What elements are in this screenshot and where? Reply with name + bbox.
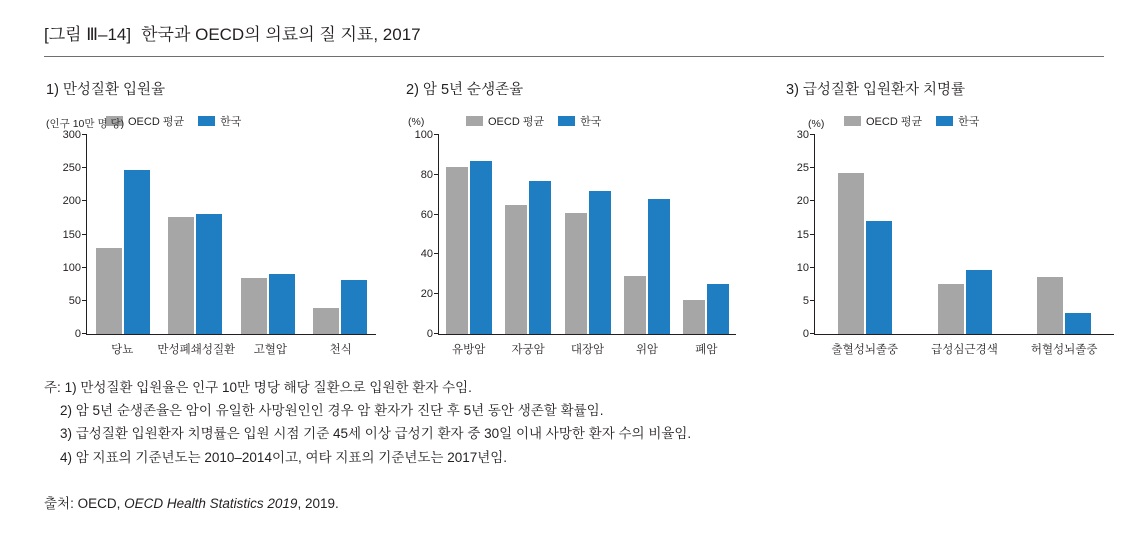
y-axis-tick-label: 100 xyxy=(62,261,81,274)
x-axis-tick-label: 대장암 xyxy=(570,344,605,356)
legend-item-korea xyxy=(558,113,601,129)
bar-groups xyxy=(439,135,736,334)
bar-groups xyxy=(815,135,1114,334)
legend-label-oecd: OECD 평균 xyxy=(128,116,185,128)
bar-group xyxy=(815,135,915,334)
bar-korea xyxy=(341,280,367,334)
bar-korea xyxy=(648,199,670,334)
title-divider xyxy=(44,56,1104,57)
chart-3-title: 3) 급성질환 입원환자 치명률 xyxy=(786,82,966,98)
note-text-1: 1) 만성질환 입원율은 인구 10만 명당 해당 질환으로 입원한 환자 수임. xyxy=(64,380,472,395)
bar-group xyxy=(1014,135,1114,334)
chart-2-plot xyxy=(414,129,736,356)
bar-group xyxy=(159,135,231,334)
bar-group xyxy=(617,135,676,334)
bar-oecd xyxy=(938,284,964,334)
legend-label-korea: 한국 xyxy=(220,116,242,128)
x-axis-tick-label: 유방암 xyxy=(452,344,486,356)
y-axis-tick-label: 20 xyxy=(796,195,809,208)
note-line-4 xyxy=(44,446,1104,469)
y-axis-tick-label: 10 xyxy=(796,261,809,274)
bar-group xyxy=(677,135,736,334)
bar-korea xyxy=(529,181,551,334)
bar-group xyxy=(558,135,617,334)
bar-korea xyxy=(196,214,222,334)
source-suffix: , 2019. xyxy=(297,496,339,511)
y-axis-tick-label: 200 xyxy=(62,195,81,208)
legend-item-korea xyxy=(198,113,241,129)
source-publication: OECD Health Statistics 2019 xyxy=(124,496,298,511)
legend-swatch-korea-icon xyxy=(198,116,215,126)
bar-korea xyxy=(1065,313,1091,334)
legend-swatch-oecd-icon xyxy=(844,116,861,126)
x-axis-labels xyxy=(815,341,1114,357)
legend-label-korea: 한국 xyxy=(580,116,602,128)
chart-3-plot xyxy=(796,129,1114,356)
y-axis-tick-label: 0 xyxy=(74,328,81,340)
note-text-2: 2) 암 5년 순생존율은 암이 유일한 사망원인인 경우 암 환자가 진단 후 5년 동안 생존할 확률임. xyxy=(60,403,604,419)
y-axis-tick-label: 150 xyxy=(62,228,81,241)
chart-3-legend xyxy=(844,113,1124,129)
y-axis-tick-label: 50 xyxy=(68,294,81,307)
x-axis-tick-label: 당뇨 xyxy=(111,344,134,356)
y-axis-tick-label: 80 xyxy=(420,168,433,181)
y-axis-tick-label: 300 xyxy=(62,129,81,141)
y-axis-tick-label: 0 xyxy=(802,328,809,340)
notes-prefix: 주: xyxy=(44,380,61,395)
bar-oecd xyxy=(96,248,122,334)
chart-panel-1 xyxy=(44,78,394,356)
y-axis-tick-label: 20 xyxy=(420,288,433,301)
bar-oecd xyxy=(241,278,267,334)
bar-korea xyxy=(124,170,150,334)
x-axis-tick-label: 고혈압 xyxy=(253,344,288,356)
bar-group xyxy=(439,135,498,334)
legend-label-oecd: OECD 평균 xyxy=(488,116,545,128)
y-axis-tick-label: 40 xyxy=(420,248,433,261)
x-axis-tick-label: 천식 xyxy=(329,344,352,356)
y-axis-tick-label: 30 xyxy=(796,129,809,141)
figure-source xyxy=(44,492,339,512)
bar-oecd xyxy=(1037,277,1063,334)
x-axis-labels xyxy=(439,341,736,357)
y-axis-tick-label: 25 xyxy=(796,162,809,175)
figure-title-row xyxy=(44,20,421,45)
chart-1-legend xyxy=(106,113,394,129)
chart-1-title: 1) 만성질환 입원율 xyxy=(46,82,165,98)
bar-oecd xyxy=(313,308,339,334)
y-axis-tick-label: 60 xyxy=(420,208,433,221)
bar-korea xyxy=(269,274,295,334)
chart-3-unit: (%) xyxy=(808,118,825,130)
figure-tag: [그림 Ⅲ–14] xyxy=(44,25,132,44)
x-axis-tick-label: 허혈성뇌졸중 xyxy=(1030,344,1098,356)
x-axis-tick-label: 자궁암 xyxy=(511,344,545,356)
chart-2-plot-wrap xyxy=(404,129,754,356)
x-axis-tick-label: 출혈성뇌졸중 xyxy=(831,344,899,356)
bar-group xyxy=(232,135,304,334)
chart-2-title: 2) 암 5년 순생존율 xyxy=(406,82,524,98)
legend-item-oecd xyxy=(844,113,922,129)
legend-item-korea xyxy=(936,113,979,129)
bar-korea xyxy=(707,284,729,334)
legend-item-oecd xyxy=(466,113,544,129)
legend-swatch-oecd-icon xyxy=(466,116,483,126)
legend-swatch-korea-icon xyxy=(936,116,953,126)
x-axis-tick-label: 급성심근경색 xyxy=(931,344,998,356)
chart-2-unit: (%) xyxy=(408,116,425,128)
x-axis-tick-label: 만성폐쇄성질환 xyxy=(157,344,236,356)
x-axis-labels xyxy=(87,341,376,357)
bar-korea xyxy=(866,221,892,334)
bar-oecd xyxy=(505,205,527,334)
bar-korea xyxy=(470,161,492,334)
legend-label-oecd: OECD 평균 xyxy=(866,116,923,128)
x-axis-tick-label: 폐암 xyxy=(695,344,718,356)
legend-label-korea: 한국 xyxy=(958,116,980,128)
y-axis-tick-label: 5 xyxy=(802,294,809,307)
bar-group xyxy=(304,135,376,334)
bar-korea xyxy=(966,270,992,334)
chart-2-legend xyxy=(466,113,754,129)
bar-oecd xyxy=(838,173,864,334)
bar-groups xyxy=(87,135,376,334)
source-prefix: 출처: OECD, xyxy=(44,496,121,511)
bar-oecd xyxy=(565,213,587,334)
bar-group xyxy=(498,135,557,334)
page-title: 한국과 OECD의 의료의 질 지표, 2017 xyxy=(141,25,421,44)
bar-group xyxy=(915,135,1015,334)
chart-1-unit: (인구 10만 명 당) xyxy=(46,118,125,130)
bar-oecd xyxy=(446,167,468,334)
y-axis-tick-label: 100 xyxy=(414,129,433,141)
chart-panel-2 xyxy=(404,78,754,356)
bar-oecd xyxy=(683,300,705,334)
chart-panel-3 xyxy=(784,78,1124,356)
note-text-4: 4) 암 지표의 기준년도는 2010–2014이고, 여타 지표의 기준년도는 2017년임. xyxy=(60,449,508,465)
bar-group xyxy=(87,135,159,334)
figure-notes xyxy=(44,376,1104,469)
y-axis-tick-label: 15 xyxy=(796,228,809,241)
note-line-3 xyxy=(44,422,1104,445)
bar-oecd xyxy=(168,217,194,334)
note-text-3: 3) 급성질환 입원환자 치명률은 입원 시점 기준 45세 이상 급성기 환자 중 30일 이내 사망한 환자 수의 비율임. xyxy=(60,426,692,442)
note-line-1 xyxy=(44,376,1104,399)
y-axis-tick-label: 250 xyxy=(62,162,81,175)
chart-1-plot-wrap xyxy=(44,129,394,356)
legend-swatch-korea-icon xyxy=(558,116,575,126)
bar-korea xyxy=(589,191,611,334)
bar-oecd xyxy=(624,276,646,334)
chart-3-plot-wrap xyxy=(784,129,1124,356)
y-axis-tick-label: 0 xyxy=(426,328,433,340)
x-axis-tick-label: 위암 xyxy=(635,344,659,356)
note-line-2 xyxy=(44,399,1104,422)
chart-1-plot xyxy=(62,129,376,356)
